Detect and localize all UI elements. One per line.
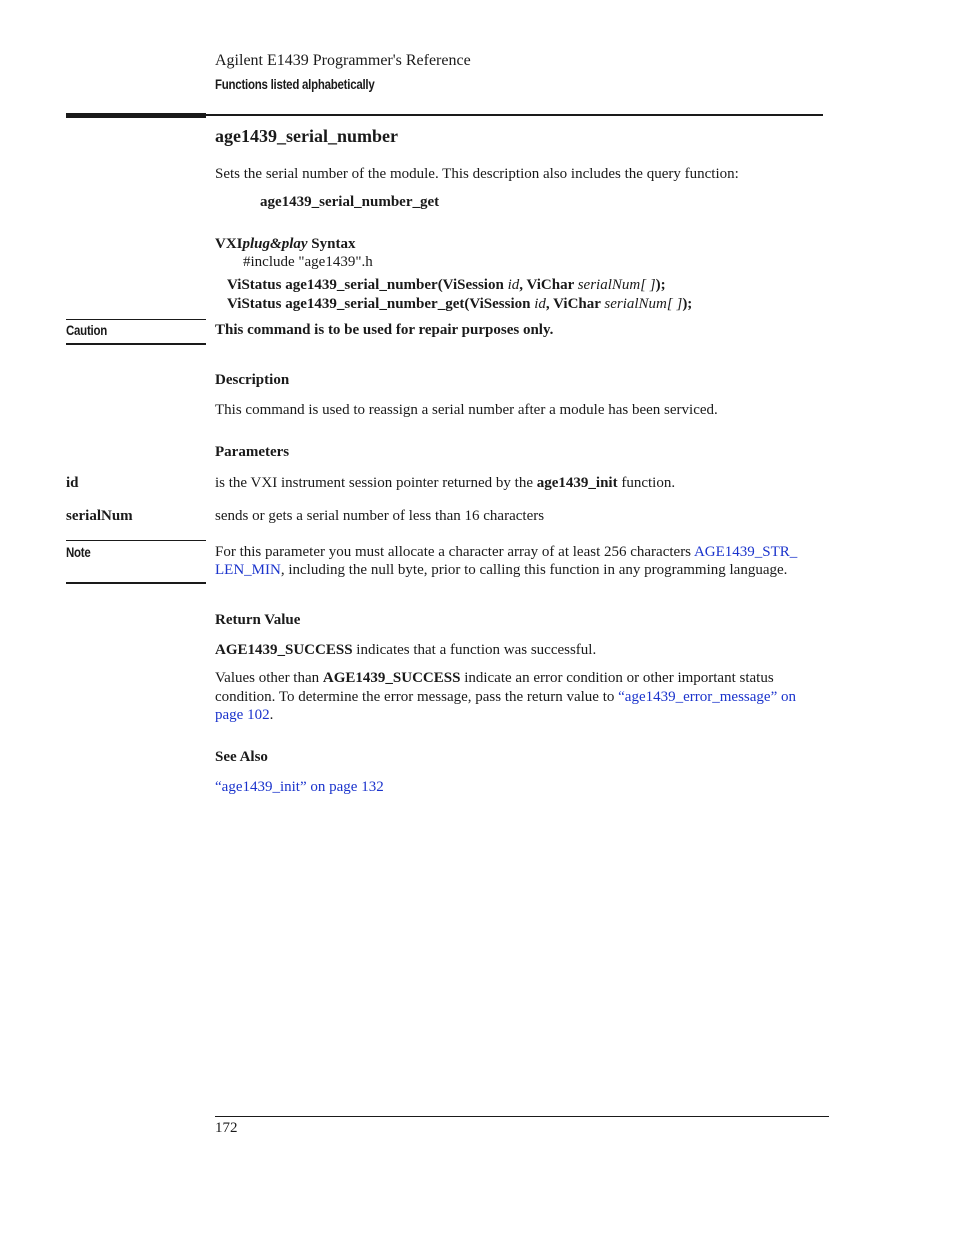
return-value-p2-line-3: [215, 706, 273, 724]
syntax-heading: [215, 235, 355, 253]
param-desc-id-end: function.: [617, 475, 676, 491]
syntax-line-2-end: );: [682, 296, 693, 312]
syntax-heading-italic: plug&play: [242, 236, 308, 252]
return-value-p1: [215, 641, 596, 659]
note-top-rule: [66, 540, 206, 541]
parameters-heading: Parameters: [215, 444, 290, 460]
syntax-line-2-start: ViStatus age1439_serial_number_get(ViSession: [227, 296, 535, 312]
return-value-p2-line-1: [215, 669, 774, 687]
param-name-serialnum: serialNum: [66, 508, 133, 524]
description-heading: Description: [215, 372, 290, 388]
description-text: This command is used to reassign a serial number after a module has been serviced.: [215, 402, 718, 418]
note-line-2-text: , including the null byte, prior to calling this function in any programming language.: [280, 562, 788, 578]
syntax-line-1-end: );: [655, 277, 666, 293]
success-constant-2: AGE1439_SUCCESS: [322, 670, 461, 686]
note-label: Note: [66, 544, 91, 560]
caution-label: Caution: [66, 322, 108, 338]
function-heading: age1439_serial_number: [215, 126, 398, 146]
syntax-heading-prefix: VXI: [215, 236, 243, 252]
caution-bottom-rule: [66, 343, 206, 345]
return-value-p2-line-2-text: condition. To determine the error message, pass the return value to: [215, 689, 619, 705]
caution-top-rule: [66, 319, 206, 320]
success-constant: AGE1439_SUCCESS: [215, 642, 353, 658]
return-value-heading: Return Value: [215, 612, 301, 628]
param-desc-id: [215, 474, 675, 492]
syntax-line-2-mid: , ViChar: [545, 296, 605, 312]
note-line-1-text: For this parameter you must allocate a character array of at least 256 characters: [215, 544, 694, 560]
section-subtitle: Functions listed alphabetically: [215, 76, 375, 92]
note-bottom-rule: [66, 582, 206, 584]
syntax-heading-suffix: Syntax: [307, 236, 356, 252]
note-line-2: [215, 561, 787, 579]
caution-text: This command is to be used for repair purposes only.: [215, 322, 554, 338]
return-value-p2-end: .: [269, 707, 274, 723]
query-function-name: age1439_serial_number_get: [260, 194, 440, 210]
param-desc-serialnum: sends or gets a serial number of less than 16 characters: [215, 508, 545, 524]
syntax-line-1: [227, 276, 666, 294]
param-desc-id-function: age1439_init: [536, 475, 618, 491]
param-desc-id-text: is the VXI instrument session pointer returned by the: [215, 475, 537, 491]
footer-rule: [215, 1116, 829, 1117]
see-also-heading: See Also: [215, 749, 268, 765]
top-rule: [206, 114, 823, 116]
syntax-line-2-param-serialnum: serialNum[ ]: [604, 296, 683, 312]
note-line-1: [215, 543, 797, 561]
syntax-line-1-mid: , ViChar: [519, 277, 578, 293]
thick-rule-left: [66, 113, 206, 118]
syntax-line-1-start: ViStatus age1439_serial_number(ViSession: [227, 277, 508, 293]
return-value-p2-line-2: [215, 688, 796, 706]
include-line: #include "age1439".h: [243, 254, 373, 270]
return-value-p1-text: indicates that a function was successful.: [352, 642, 597, 658]
intro-text: Sets the serial number of the module. This description also includes the query function:: [215, 166, 739, 182]
note-constant-link-continued[interactable]: LEN_MIN: [215, 562, 281, 578]
return-value-p2-start: Values other than: [215, 670, 323, 686]
syntax-line-1-param-serialnum: serialNum[ ]: [577, 277, 656, 293]
see-also-init-link[interactable]: “age1439_init” on page 132: [215, 779, 384, 795]
syntax-line-2-param-id: id: [534, 296, 546, 312]
param-name-id: id: [66, 475, 79, 491]
error-message-link[interactable]: “age1439_error_message” on: [618, 689, 796, 705]
note-constant-link[interactable]: AGE1439_STR_: [693, 544, 798, 560]
syntax-line-1-param-id: id: [507, 277, 520, 293]
document-title: Agilent E1439 Programmer's Reference: [215, 52, 471, 69]
error-message-link-page[interactable]: page 102: [215, 707, 270, 723]
page-number: 172: [215, 1120, 238, 1136]
return-value-p2-rest: indicate an error condition or other important status: [460, 670, 774, 686]
syntax-line-2: [227, 295, 692, 313]
